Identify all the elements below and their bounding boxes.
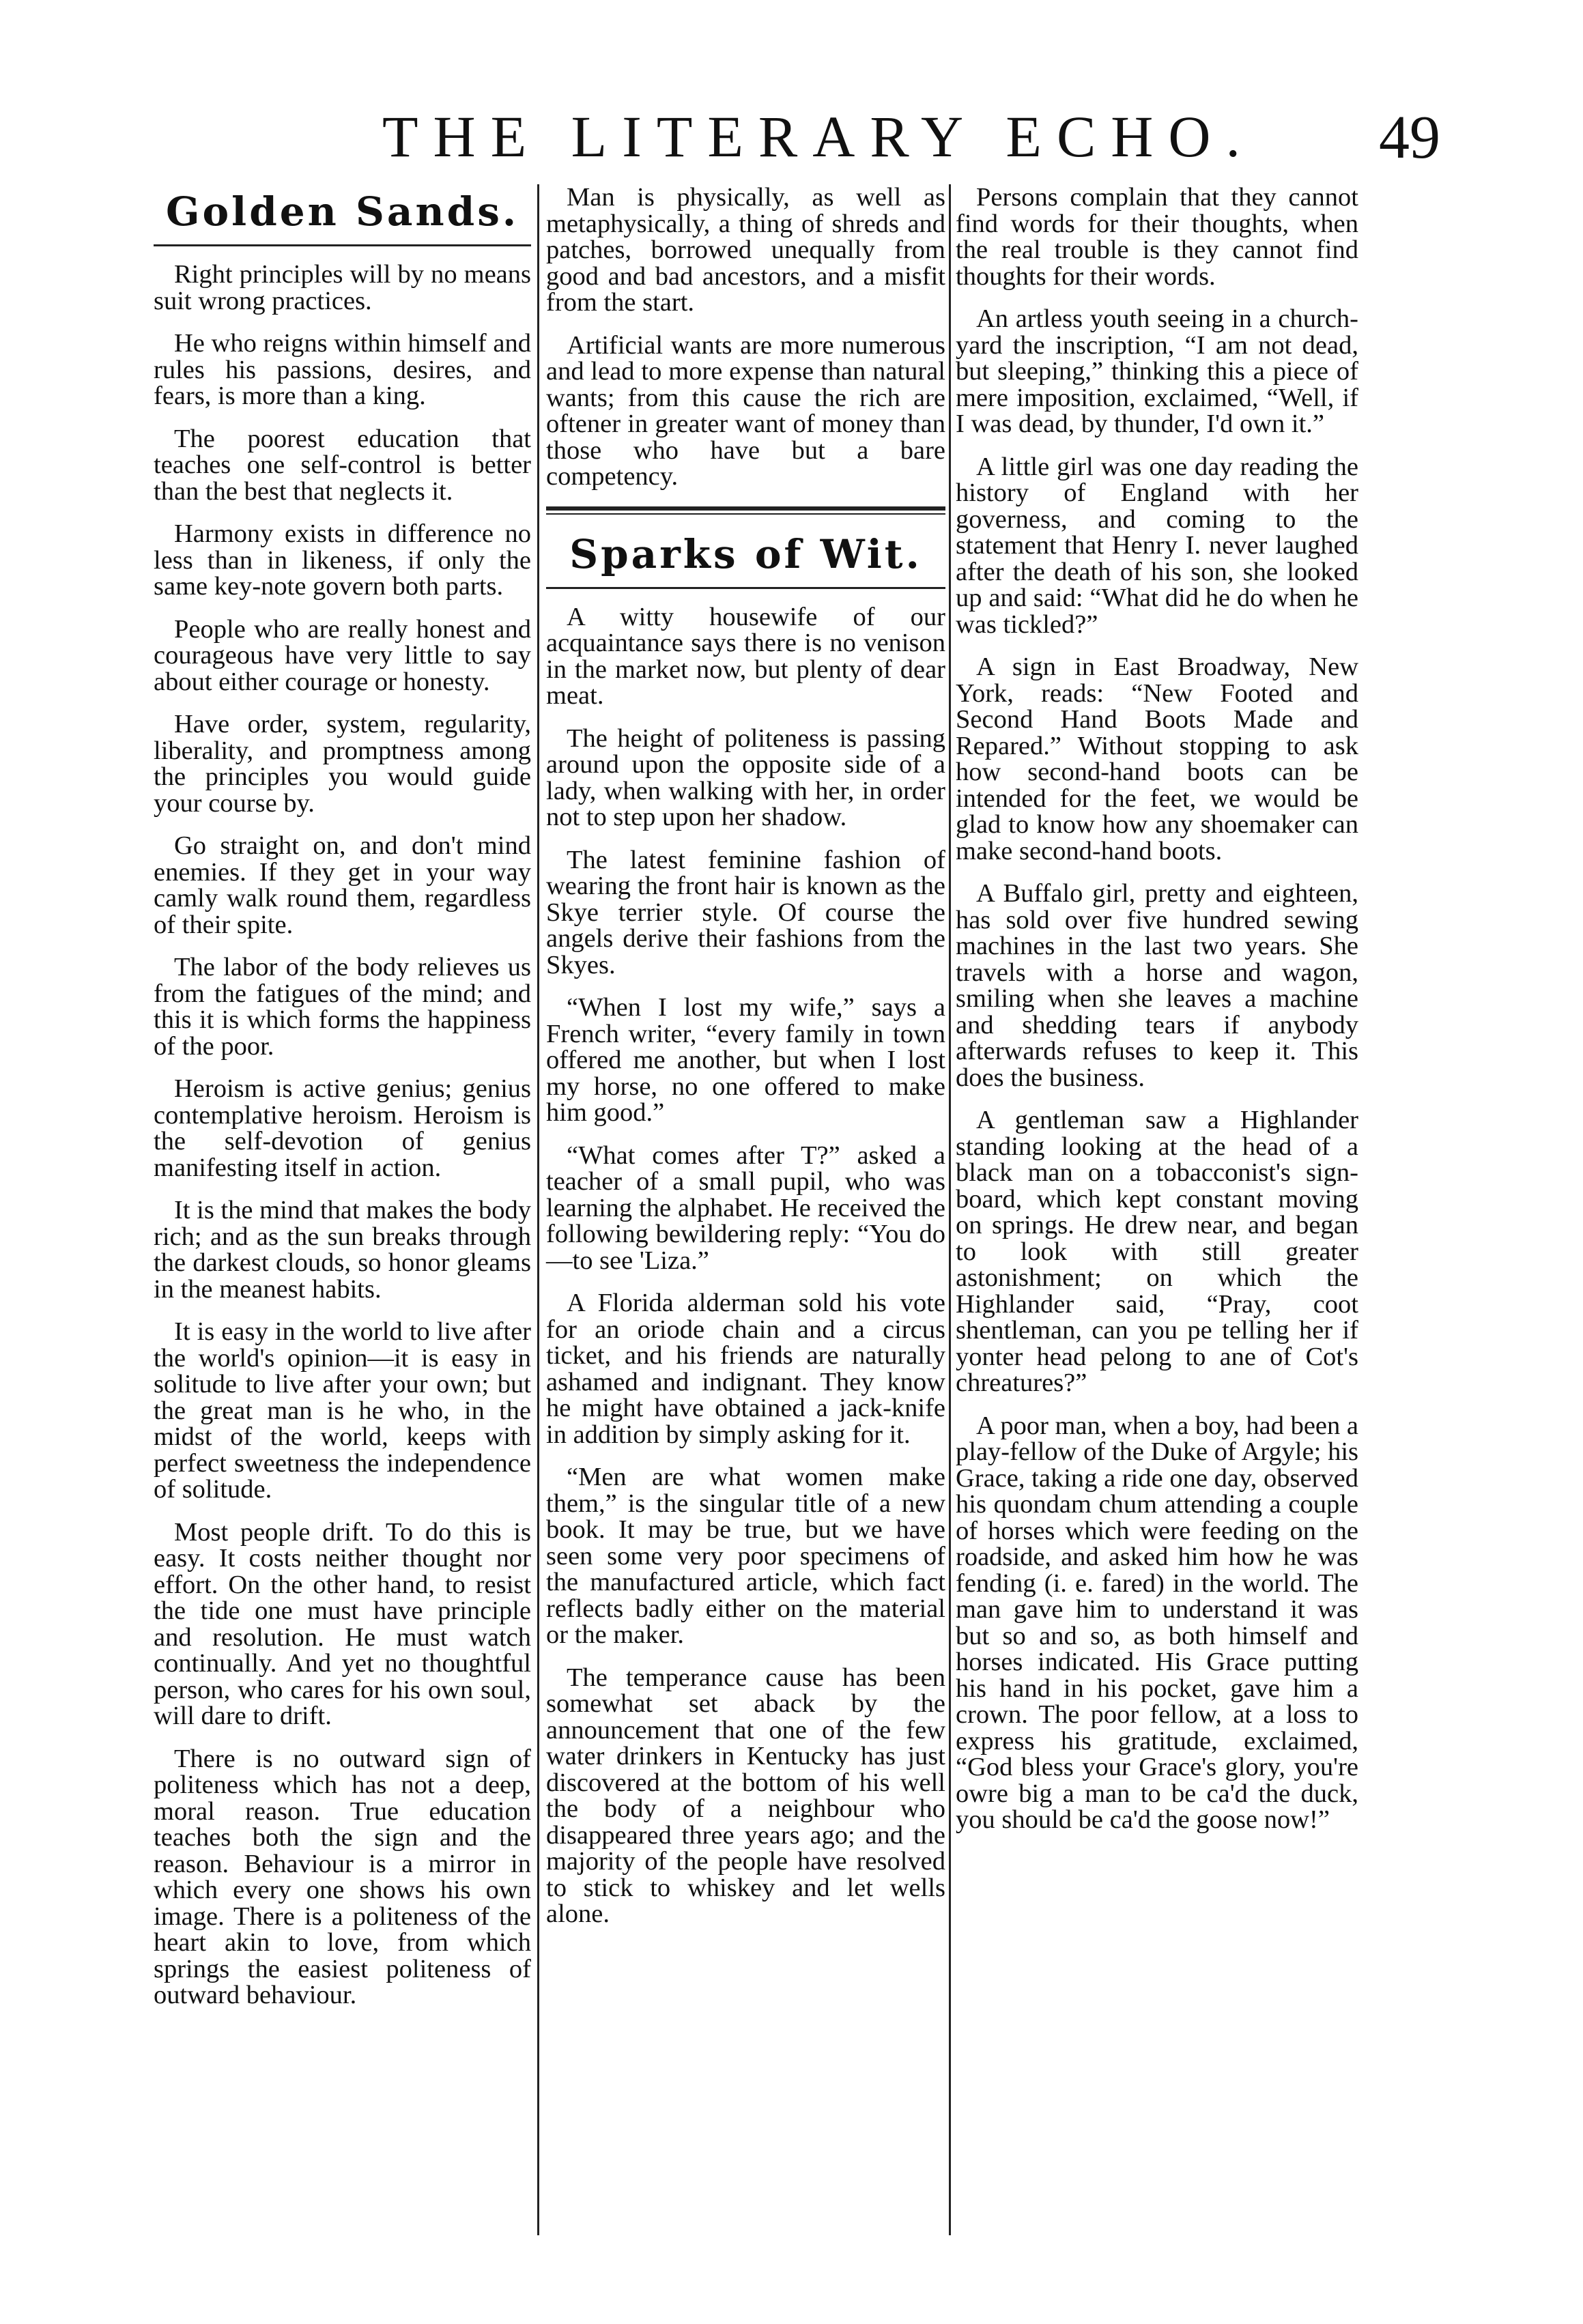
page-number: 49 xyxy=(1379,104,1440,171)
article-paragraph: A witty housewife of our acquaintance says there is no venison in the market now, but plenty of dear meat. xyxy=(546,602,945,710)
article-paragraph: “Men are what women make them,” is the singular title of a new book. It may be true, but we have seen some very poor specimens of the manufactured article, which fact reflects badly either on the material or the maker. xyxy=(546,1463,945,1649)
article-paragraph: The temperance cause has been somewhat set aback by the announcement that one of the few water drinkers in Kentucky has just discovered at the bottom of his well the body of a neighbour who disappeared three years ago; and the majority of the people have resolved to stick to whiskey and let wells alone. xyxy=(546,1663,945,1928)
article-paragraph: Have order, system, regularity, liberality, and promptness among the principles you would guide your course by. xyxy=(154,710,531,818)
article-paragraph: It is easy in the world to live after the world's opinion—it is easy in solitude to live after your own; but the great man is he who, in the midst of the world, keeps with perfect sweetness the independence of solitude. xyxy=(154,1317,531,1504)
article-paragraph: Persons complain that they cannot find words for their thoughts, when the real trouble is they cannot find thoughts for their words. xyxy=(956,183,1358,291)
article-paragraph: The labor of the body relieves us from the fatigues of the mind; and this it is which forms the happiness of the poor. xyxy=(154,953,531,1061)
article-paragraph: The latest feminine fashion of wearing the front hair is known as the Skye terrier style. Of course the angels derive their fashions from the Skyes. xyxy=(546,845,945,979)
article-paragraph: “When I lost my wife,” says a French writer, “every family in town offered me another, but when I lost my horse, no one offered to make him good.” xyxy=(546,993,945,1127)
column-golden-sands xyxy=(154,184,531,2025)
article-paragraph: Harmony exists in difference no less than in likeness, if only the same key-note govern both parts. xyxy=(154,519,531,601)
article-paragraph: A poor man, when a boy, had been a play-fellow of the Duke of Argyle; his Grace, taking a ride one day, observed his quondam chum attending a couple of horses which were feeding on the roadside, and asked him how he was fending (i. e. fared) in the world. The man gave him to understand it was but so and so, as both himself and horses indicated. His Grace putting his hand in his pocket, gave him a crown. The poor fellow, at a loss to express his gratitude, exclaimed, “God bless your Grace's glory, you're owre big a man to be ca'd the duck, you should be ca'd the goose now!” xyxy=(956,1411,1358,1834)
article-paragraph: A Buffalo girl, pretty and eighteen, has sold over five hundred sewing machines in the last two years. She travels with a horse and wagon, smiling when she leaves a machine and shedding tears if anybody afterwards refuses to keep it. This does the business. xyxy=(956,879,1358,1092)
column-middle xyxy=(546,184,945,1944)
article-paragraph: Go straight on, and don't mind enemies. If they get in your way camly walk round them, regardless of their spite. xyxy=(154,831,531,939)
section-divider xyxy=(546,506,945,515)
masthead-title: THE LITERARY ECHO. xyxy=(382,104,1256,169)
article-paragraph: A sign in East Broadway, New York, reads: “New Footed and Second Hand Boots Made and Repared.” Without stopping to ask how second-hand boots can be intended for the feet, we would be glad to know how any shoemaker can make second-hand boots. xyxy=(956,652,1358,865)
column-rule xyxy=(537,184,539,2235)
column-rule xyxy=(949,184,951,2235)
article-paragraph: Man is physically, as well as metaphysically, a thing of shreds and patches, borrowed unequally from good and bad ancestors, and a misfit from the start. xyxy=(546,183,945,317)
article-paragraph: It is the mind that makes the body rich; and as the sun breaks through the darkest clouds, so honor gleams in the meanest habits. xyxy=(154,1196,531,1304)
article-paragraph: People who are really honest and courageous have very little to say about either courage or honesty. xyxy=(154,614,531,696)
article-paragraph: A Florida alderman sold his vote for an oriode chain and a circus ticket, and his friends are naturally ashamed and indignant. They know he might have obtained a jack-knife in addition by simply asking for it. xyxy=(546,1289,945,1449)
article-paragraph: Artificial wants are more numerous and lead to more expense than natural wants; from this cause the rich are oftener in greater want of money than those who have but a bare competency. xyxy=(546,330,945,491)
article-paragraph: He who reigns within himself and rules his passions, desires, and fears, is more than a king. xyxy=(154,329,531,410)
article-paragraph: Most people drift. To do this is easy. It costs neither thought nor effort. On the other hand, to resist the tide one must have principle and resolution. He must watch continually. And yet no thoughtful person, who cares for his own soul, will dare to drift. xyxy=(154,1517,531,1730)
article-paragraph: “What comes after T?” asked a teacher of a small pupil, who was learning the alphabet. He received the following bewildering reply: “You do—to see 'Liza.” xyxy=(546,1141,945,1275)
article-paragraph: Right principles will by no means suit wrong practices. xyxy=(154,260,531,315)
article-paragraph: The height of politeness is passing around upon the opposite side of a lady, when walking with her, in order not to step upon her shadow. xyxy=(546,723,945,831)
article-paragraph: There is no outward sign of politeness which has not a deep, moral reason. True education teaches both the sign and the reason. Behaviour is a mirror in which every one shows his own image. There is a politeness of the heart akin to love, from which springs the easiest politeness of outward behaviour. xyxy=(154,1744,531,2009)
article-paragraph: A gentleman saw a Highlander standing looking at the head of a black man on a tobacconist's sign-board, which kept constant moving on springs. He drew near, and began to look with still greater astonishment; on which the Highlander said, “Pray, coot shentleman, can you pe telling her if yonter head pelong to ane of Cot's chreatures?” xyxy=(956,1106,1358,1397)
column-right xyxy=(956,184,1358,1850)
article-paragraph: An artless youth seeing in a church-yard the inscription, “I am not dead, but sleeping,” thinking this a piece of mere imposition, exclaimed, “Well, if I was dead, by thunder, I'd own it.” xyxy=(956,304,1358,438)
heading-rule xyxy=(154,244,531,246)
article-paragraph: A little girl was one day reading the history of England with her governess, and coming to the statement that Henry I. never laughed after the death of his son, she looked up and said: “What did he do when he was tickled?” xyxy=(956,452,1358,639)
section-heading-golden-sands: Golden Sands. xyxy=(165,188,519,235)
article-paragraph: Heroism is active genius; genius contemplative heroism. Heroism is the self-devotion of genius manifesting itself in action. xyxy=(154,1074,531,1182)
heading-rule xyxy=(546,587,945,589)
article-paragraph: The poorest education that teaches one self-control is better than the best that neglects it. xyxy=(154,424,531,506)
section-heading-sparks-of-wit: Sparks of Wit. xyxy=(569,530,922,577)
